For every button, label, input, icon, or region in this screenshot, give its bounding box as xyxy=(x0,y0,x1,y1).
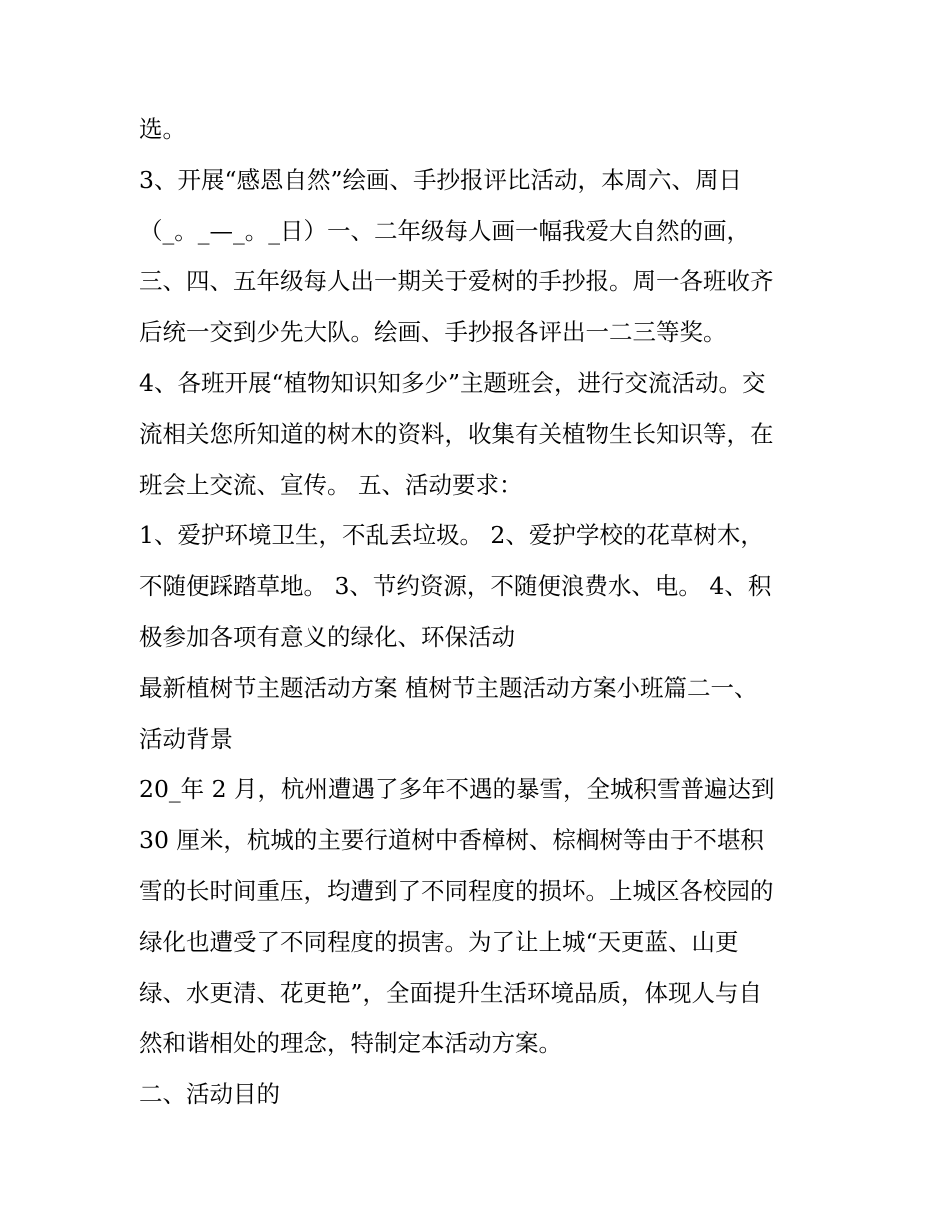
text-line: 后统一交到少先大队。绘画、手抄报各评出一二三等奖。 xyxy=(139,318,727,347)
text-line: 30 厘米，杭城的主要行道树中香樟树、棕榈树等由于不堪积 xyxy=(139,826,764,855)
section-heading-line: 二、活动目的 xyxy=(139,1080,280,1109)
text-line: 4、各班开展“植物知识知多少”主题班会，进行交流活动。交 xyxy=(139,368,766,397)
text-line: 选。 xyxy=(139,115,186,143)
text-line: 1、爱护环境卫生，不乱丢垃圾。 2、爱护学校的花草树木， xyxy=(139,521,764,550)
text-line: （_。_—_。_日）一、二年级每人画一幅我爱大自然的画， xyxy=(139,216,750,245)
text-line: 然和谐相处的理念，特制定本活动方案。 xyxy=(139,1029,562,1058)
text-line: 雪的长时间重压，均遭到了不同程度的损坏。上城区各校园的 xyxy=(139,876,774,905)
text-line: 3、开展“感恩自然”绘画、手抄报评比活动，本周六、周日 xyxy=(139,165,742,194)
text-line: 绿化也遭受了不同程度的损害。为了让上城“天更蓝、山更 xyxy=(139,927,739,956)
section-heading-line: 最新植树节主题活动方案 植树节主题活动方案小班篇二一、 xyxy=(139,673,758,702)
text-line: 班会上交流、宣传。 五、活动要求： xyxy=(139,470,523,499)
text-line: 不随便踩踏草地。 3、节约资源，不随便浪费水、电。 4、积 xyxy=(139,572,772,601)
document-body xyxy=(139,106,829,1122)
text-line: 流相关您所知道的树木的资料，收集有关植物生长知识等，在 xyxy=(139,419,774,448)
text-line: 20_年 2 月，杭州遭遇了多年不遇的暴雪，全城积雪普遍达到 xyxy=(139,775,775,804)
section-heading-line: 活动背景 xyxy=(139,724,233,753)
text-line: 极参加各项有意义的绿化、环保活动 xyxy=(139,622,515,651)
text-line: 三、四、五年级每人出一期关于爱树的手抄报。周一各班收齐 xyxy=(139,267,774,296)
text-line: 绿、水更清、花更艳”，全面提升生活环境品质，体现人与自 xyxy=(139,978,763,1007)
